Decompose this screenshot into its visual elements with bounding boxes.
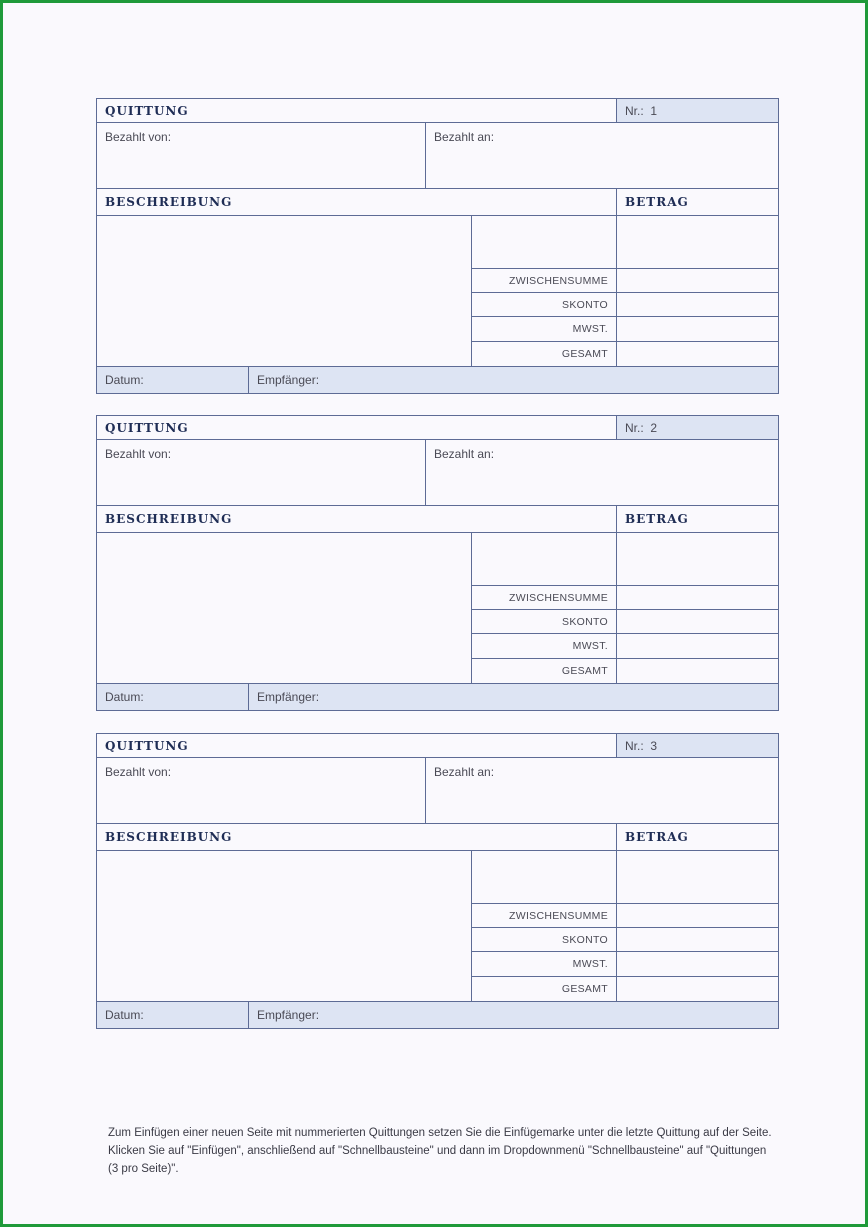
receipt-3	[96, 733, 779, 1029]
receipt-title: QUITTUNG	[96, 98, 617, 123]
subtotal-field[interactable]	[616, 585, 779, 610]
description-header: BESCHREIBUNG	[96, 823, 617, 851]
subtotal-label: ZWISCHENSUMME	[471, 268, 617, 293]
date-label: Datum:	[105, 373, 144, 387]
number-value: 3	[650, 738, 658, 753]
number-value: 2	[650, 420, 658, 435]
total-label: GESAMT	[471, 976, 617, 1002]
description-extra-cell	[471, 850, 617, 904]
date-field[interactable]	[96, 683, 249, 711]
subtotal-field[interactable]	[616, 903, 779, 928]
discount-field[interactable]	[616, 927, 779, 952]
date-field[interactable]	[96, 1001, 249, 1029]
description-field[interactable]	[96, 532, 472, 684]
paid-by-field[interactable]	[96, 757, 426, 824]
recipient-label: Empfänger:	[257, 690, 320, 704]
number-value: 1	[650, 103, 658, 118]
amount-header: BETRAG	[616, 505, 779, 533]
total-field[interactable]	[616, 976, 779, 1002]
date-label: Datum:	[105, 690, 144, 704]
tax-field[interactable]	[616, 633, 779, 659]
amount-field[interactable]	[616, 532, 779, 586]
discount-field[interactable]	[616, 609, 779, 634]
description-field[interactable]	[96, 215, 472, 367]
paid-to-label: Bezahlt an:	[434, 765, 495, 779]
discount-field[interactable]	[616, 292, 779, 317]
description-header: BESCHREIBUNG	[96, 505, 617, 533]
receipt-1	[96, 98, 779, 394]
description-field[interactable]	[96, 850, 472, 1002]
receipt-2	[96, 415, 779, 711]
subtotal-label: ZWISCHENSUMME	[471, 585, 617, 610]
paid-to-field[interactable]	[425, 122, 779, 189]
recipient-label: Empfänger:	[257, 1008, 320, 1022]
receipt-number[interactable]	[616, 733, 779, 758]
discount-label: SKONTO	[471, 609, 617, 634]
receipt-number[interactable]	[616, 98, 779, 123]
paid-to-label: Bezahlt an:	[434, 130, 495, 144]
discount-label: SKONTO	[471, 292, 617, 317]
description-extra-cell	[471, 532, 617, 586]
recipient-field[interactable]	[248, 366, 779, 394]
recipient-label: Empfänger:	[257, 373, 320, 387]
amount-field[interactable]	[616, 215, 779, 269]
receipt-title: QUITTUNG	[96, 733, 617, 758]
tax-label: MWST.	[471, 316, 617, 342]
total-label: GESAMT	[471, 341, 617, 367]
paid-by-label: Bezahlt von:	[105, 447, 172, 461]
paid-by-label: Bezahlt von:	[105, 765, 172, 779]
paid-by-label: Bezahlt von:	[105, 130, 172, 144]
receipt-title: QUITTUNG	[96, 415, 617, 440]
tax-label: MWST.	[471, 951, 617, 977]
date-label: Datum:	[105, 1008, 144, 1022]
description-header: BESCHREIBUNG	[96, 188, 617, 216]
recipient-field[interactable]	[248, 683, 779, 711]
tax-label: MWST.	[471, 633, 617, 659]
amount-header: BETRAG	[616, 188, 779, 216]
instruction-note: Zum Einfügen einer neuen Seite mit nummerierten Quittungen setzen Sie die Einfügemarke unter die letzte Quittung auf der Seite. Klicken Sie auf "Einfügen", anschließend auf "Schnellbausteine" und dann im Dropdownmenü "Schnellbausteine" auf "Quittungen (3 pro Seite)".	[108, 1127, 772, 1175]
paid-to-label: Bezahlt an:	[434, 447, 495, 461]
paid-by-field[interactable]	[96, 122, 426, 189]
description-extra-cell	[471, 215, 617, 269]
total-field[interactable]	[616, 341, 779, 367]
paid-to-field[interactable]	[425, 439, 779, 506]
amount-field[interactable]	[616, 850, 779, 904]
tax-field[interactable]	[616, 316, 779, 342]
paid-by-field[interactable]	[96, 439, 426, 506]
subtotal-label: ZWISCHENSUMME	[471, 903, 617, 928]
paid-to-field[interactable]	[425, 757, 779, 824]
amount-header: BETRAG	[616, 823, 779, 851]
date-field[interactable]	[96, 366, 249, 394]
number-label: Nr.:	[625, 103, 644, 118]
tax-field[interactable]	[616, 951, 779, 977]
recipient-field[interactable]	[248, 1001, 779, 1029]
number-label: Nr.:	[625, 420, 644, 435]
total-field[interactable]	[616, 658, 779, 684]
subtotal-field[interactable]	[616, 268, 779, 293]
total-label: GESAMT	[471, 658, 617, 684]
receipt-number[interactable]	[616, 415, 779, 440]
discount-label: SKONTO	[471, 927, 617, 952]
number-label: Nr.:	[625, 738, 644, 753]
